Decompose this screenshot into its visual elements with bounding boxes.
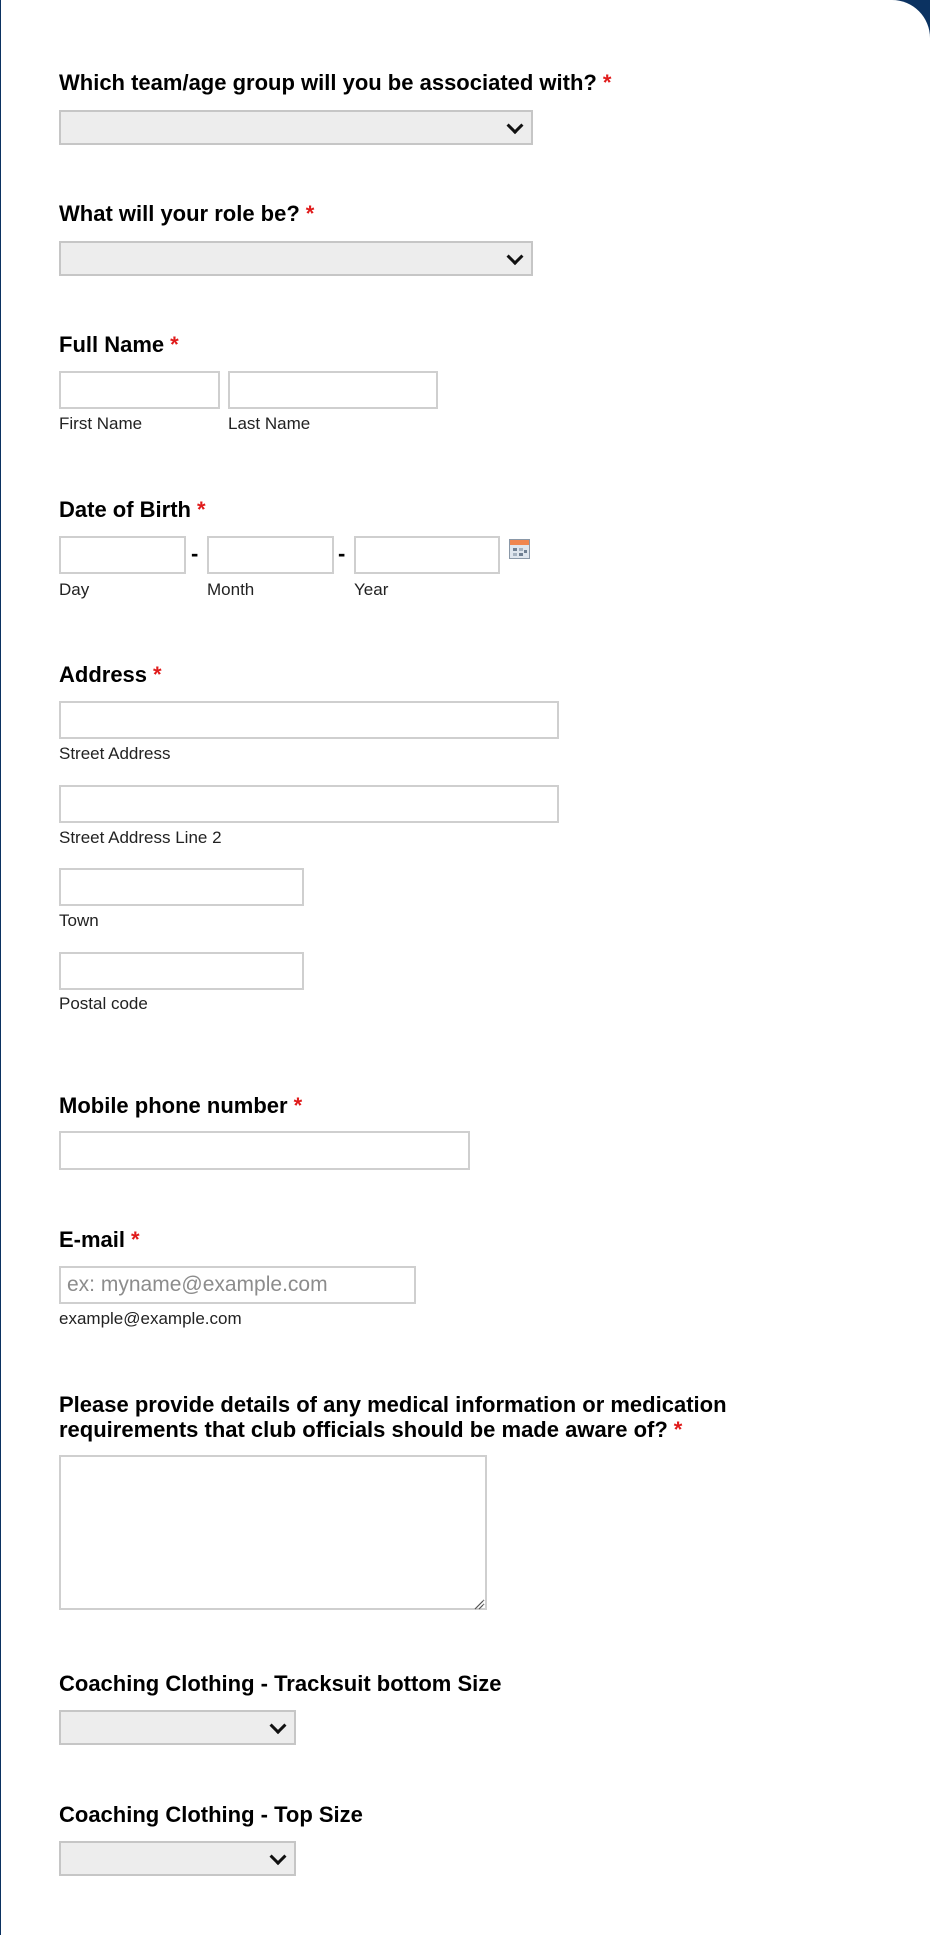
required-marker: * (153, 662, 162, 687)
dob-year-sublabel: Year (354, 580, 389, 599)
town-input[interactable] (59, 868, 304, 906)
top-size-label: Coaching Clothing - Top Size (59, 1802, 363, 1827)
top-size-select[interactable] (59, 1841, 296, 1876)
required-marker: * (170, 332, 179, 357)
date-separator: - (191, 541, 199, 566)
medical-field (59, 1392, 859, 1442)
address-label: Address * (59, 662, 162, 687)
first-name-sublabel: First Name (59, 414, 143, 433)
top-size-field (59, 1802, 363, 1827)
team-field (59, 70, 611, 95)
email-hint: example@example.com (59, 1309, 242, 1328)
dob-field (59, 497, 206, 522)
email-label: E-mail * (59, 1227, 140, 1252)
tracksuit-field (59, 1671, 501, 1696)
last-name-sublabel: Last Name (228, 414, 311, 433)
required-marker: * (305, 201, 315, 226)
postal-code-sublabel: Postal code (59, 994, 148, 1013)
calendar-icon[interactable] (509, 539, 530, 559)
role-select[interactable] (59, 241, 533, 276)
dob-month-sublabel: Month (207, 580, 255, 599)
chevron-down-icon (507, 117, 524, 134)
mobile-field (59, 1093, 302, 1118)
medical-label: Please provide details of any medical information or medication requirements that club officials should be made aware of? * (59, 1392, 727, 1442)
team-select[interactable] (59, 110, 533, 145)
form-card (1, 0, 930, 1935)
street-address-sublabel: Street Address (59, 744, 171, 763)
required-marker: * (197, 497, 206, 522)
dob-year-input[interactable] (354, 536, 500, 574)
mobile-phone-input[interactable] (59, 1131, 470, 1170)
street-address-line2-input[interactable] (59, 785, 559, 823)
tracksuit-size-select[interactable] (59, 1710, 296, 1745)
first-name-input[interactable] (59, 371, 220, 409)
resize-handle-icon[interactable] (474, 1597, 484, 1607)
town-sublabel: Town (59, 911, 99, 930)
dob-day-input[interactable] (59, 536, 186, 574)
required-marker: * (293, 1093, 303, 1118)
street-address-line2-sublabel: Street Address Line 2 (59, 828, 222, 847)
chevron-down-icon (270, 1717, 287, 1734)
postal-code-input[interactable] (59, 952, 304, 990)
required-marker: * (673, 1417, 683, 1442)
role-label: What will your role be? * (59, 201, 315, 226)
full-name-field (59, 332, 179, 357)
date-separator: - (338, 541, 346, 566)
required-marker: * (602, 70, 612, 95)
tracksuit-label: Coaching Clothing - Tracksuit bottom Size (59, 1671, 502, 1696)
team-label: Which team/age group will you be associated with? * (59, 70, 612, 95)
medical-textarea[interactable] (59, 1455, 487, 1610)
chevron-down-icon (507, 248, 524, 265)
role-field (59, 201, 314, 226)
street-address-input[interactable] (59, 701, 559, 739)
full-name-label: Full Name * (59, 332, 179, 357)
required-marker: * (131, 1227, 140, 1252)
email-field-group (59, 1227, 140, 1252)
dob-day-sublabel: Day (59, 580, 90, 599)
last-name-input[interactable] (228, 371, 438, 409)
dob-month-input[interactable] (207, 536, 334, 574)
chevron-down-icon (270, 1848, 287, 1865)
email-field[interactable] (59, 1266, 416, 1304)
medical-textarea-wrap (59, 1455, 487, 1610)
dob-label: Date of Birth * (59, 497, 206, 522)
mobile-label: Mobile phone number * (59, 1093, 303, 1118)
address-field (59, 662, 162, 687)
